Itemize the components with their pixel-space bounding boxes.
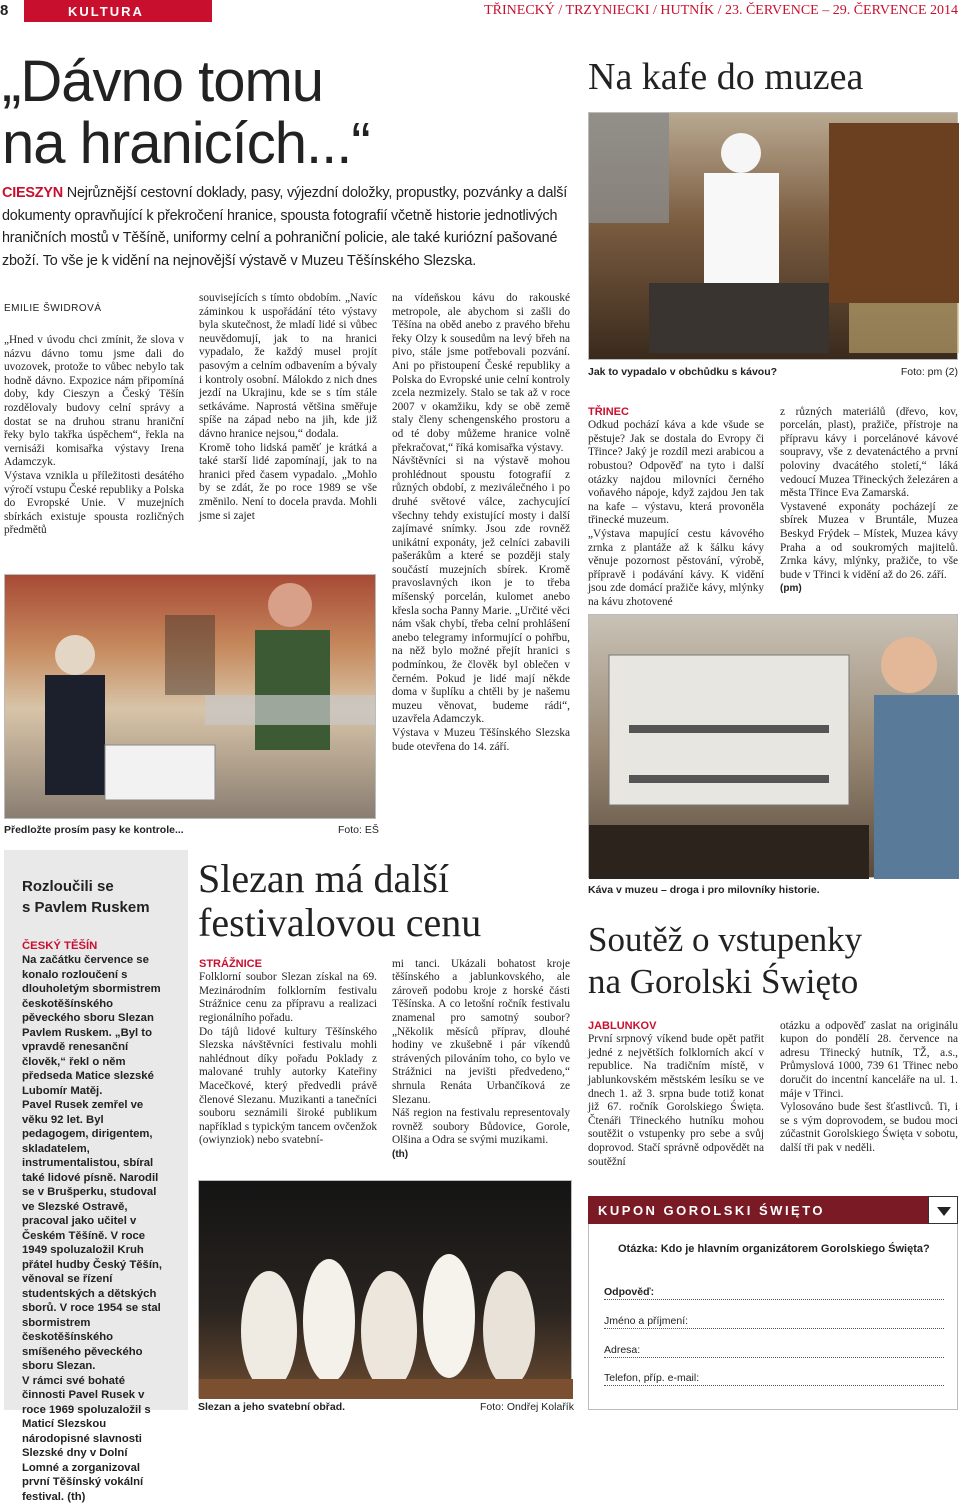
coffee-col2 xyxy=(780,392,958,596)
coupon-title-bar xyxy=(588,1196,928,1224)
photo-placeholder-graphic xyxy=(5,575,377,820)
main-photo-credit: Foto: EŠ xyxy=(338,824,379,836)
slezan-col2 xyxy=(392,944,570,1162)
coffee-col1-text: Odkud pochází káva a kde všude se pěstuje? Jak se dostala do Evropy či Třince? Jaký je rozdíl mezi arabicou a robustou? Odpověď na tyto i další otázky najdou milovníci černého voňavého nápoje, když zajdou Jen tak na kafe – výstavu, která provoněla třinecké muzeum. „Výstava mapující cestu kávového zrnka z plantáže až k šálku kávy věnuje pozornost pěstování, výrobě, přípravě i podávání kávy. K vidění jsou zde domácí pražiče kávy, mlýnky na kávu zhotovené xyxy=(588,419,764,608)
main-photo-caption: Předložte prosím pasy ke kontrole... xyxy=(4,824,184,836)
headline-line1: „Dávno tomu xyxy=(2,49,324,114)
coffee-col1 xyxy=(588,392,764,610)
slezan-photo-caption: Slezan a jeho svatební obřad. xyxy=(198,1401,346,1413)
contest-headline-line2: na Gorolski Święto xyxy=(588,962,859,1001)
farewell-body: Na začátku července se konalo rozloučení s dlouholetým sbormistrem českotěšínského pěveckého sboru Slezan Pavlem Ruskem. „Byl to vpravdě renesanční člověk,“ řekl o něm předseda Matice slezské Lubomír Matěj. Pavel Rusek zemřel ve věku 92 let. Byl pedagogem, dirigentem, skladatelem, instrumentalistou, sbíral také lidové písně. Narodil se v Brušperku, studoval ve Slezské Ostravě, pracoval jako učitel v Českém Těšíně. V roce 1949 spoluzaložil Kruh přátel hudby Český Těšín, věnoval se řízení studentských a dětských sborů. V roce 1954 se stal sbormistrem českotěšínského smíšeného pěveckého sboru Slezan. V rámci své bohaté činnosti Pavel Rusek v roce 1969 spoluzaložil s Maticí Slezskou národopisné slavnosti Slezské dny v Dolní Lomné a zorganizoval první Těšínský vokální festival. (th) xyxy=(22,954,162,1503)
photo-placeholder-graphic xyxy=(199,1181,573,1399)
coffee-photo2 xyxy=(588,614,958,878)
coupon-field-name[interactable] xyxy=(604,1315,944,1329)
farewell-text xyxy=(22,924,164,1504)
farewell-title-line1: Rozloučili se xyxy=(22,878,114,895)
contest-col2-text: otázku a odpověď zaslat na originálu kupon do pondělí 28. července na adresu Třinecký hutník, TŽ, a.s., Průmyslová 1000, 739 61 Třinec nebo doručit do incentní kanceláře na ul. 1. máje v Třinci. Vylosováno bude šest šťastlivců. Ti, i se s vým doprovodem, se budou moci zúčastnit Gorolskiego Święta v sobotu, další tři pak v neděli. xyxy=(780,1019,958,1154)
coupon-question: Otázka: Kdo je hlavním organizátorem Gorolskiego Święta? xyxy=(618,1243,930,1255)
contest-col1 xyxy=(588,1006,764,1169)
coffee-signature: (pm) xyxy=(780,583,802,595)
coffee-col2-text: z různých materiálů (dřevo, kov, porcelán, plast), pražiče, přístroje na přípravu kávy i porcelánové kávové soupravy, vše z devatenáctého a první poloviny dvacátého století,“ láká vedoucí Muzea Třineckých železáren a města Třince Eva Zamarská. Vystavené exponáty pocházejí ze sbírek Muzea v Bruntále, Muzea Beskyd Frýdek – Místek, Muzea kávy Praha a od soukromých majitelů. Zrnka kávy, mlýnky, pražiče, to vše bude v Třinci k vidění až do 26. září. xyxy=(780,405,958,581)
coffee-photo-caption: Jak to vypadalo v obchůdku s kávou? xyxy=(588,366,778,378)
coffee-photo xyxy=(588,112,958,360)
contest-col2 xyxy=(780,1006,958,1156)
coupon-field-address[interactable] xyxy=(604,1344,944,1358)
coupon-arrow-box[interactable] xyxy=(928,1196,958,1224)
coupon-field-phone[interactable] xyxy=(604,1372,944,1386)
photo-placeholder-graphic xyxy=(589,113,959,361)
slezan-kicker: STRÁŽNICE xyxy=(199,957,262,970)
slezan-signature: (th) xyxy=(392,1148,409,1160)
main-photo xyxy=(4,574,376,819)
coupon-field-phone-label: Telefon, příp. e-mail: xyxy=(604,1372,700,1384)
photo-placeholder-graphic xyxy=(589,615,959,879)
farewell-kicker: ČESKÝ TĚŠÍN xyxy=(22,939,98,952)
author-byline: EMILIE ŠWIDROVÁ xyxy=(4,303,102,314)
contest-kicker: JABLUNKOV xyxy=(588,1019,657,1032)
headline-line2: na hranicích...“ xyxy=(2,111,370,176)
main-lead xyxy=(2,182,572,272)
main-lead-text: Nejrůznější cestovní doklady, pasy, výjezdní doložky, propustky, pozvánky a další dokumenty opravňující k překročení hranice, spousta fotografií včetně historie jednotlivých hraničních mostů v Těšíně, uniformy celní a pohraniční policie, ale také kuriózní pašované zboží. To vše je k vidění na nejnovější výstavě v Muzeu Těšínského Slezska. xyxy=(2,185,568,269)
coupon-field-answer[interactable] xyxy=(604,1286,944,1300)
coffee-kicker: TŘINEC xyxy=(588,405,629,418)
slezan-col1 xyxy=(199,944,377,1148)
contest-col1-text: První srpnový víkend bude opět patřit jedné z největších folklorních akcí v republice. Na tradičním místě, v jablunkovském městském lesíku se ve dnech 1. až 3. srpna bude totiž konat již 67. ročník Gorolskiego Święta. Čtenáři Třineckého hutníku mohou soutěžit o vstupenky pro sebe a svůj doprovod. Stačí správně odpovědět na soutěžní xyxy=(588,1033,764,1168)
page-number: 8 xyxy=(0,2,9,19)
main-kicker: CIESZYN xyxy=(2,185,63,201)
coffee-headline: Na kafe do muzea xyxy=(588,56,864,98)
coupon-field-name-label: Jméno a příjmení: xyxy=(604,1315,689,1327)
main-col1: „Hned v úvodu chci zmínit, že slova v názvu dávno tomu jsme dali do uvozovek, protože to vůbec nebylo tak hodně dávno. Expozice nám připomíná doby, kdy Cieszyn a Český Těšín rozdělovaly budovy celní správy a dostat se na druhou stranu hraniční řeky bylo takřka úspěchem“, řekla na vernisáži komisařka výstavy Irena Adamczyk. Výstava vznikla u příležitosti desátého výročí vstupu České republiky a Polska do Evropské Unie. V muzejních sbírkách existuje spousta rozličných předmětů xyxy=(4,334,184,537)
slezan-photo xyxy=(198,1180,572,1398)
slezan-headline-line2: festivalovou cenu xyxy=(198,900,482,945)
slezan-col2-text: mi tanci. Ukázali bohatost kroje těšínského a jablunkovského, ale zároveň podobu kroje z horské části Těšínska. A co letošní ročník festivalu znamenal pro samotný soubor? „Několik měsíců příprav, dlouhé hodiny ve zkušebně i pár víkendů strávených pilováním toho, co bylo ve Strážnici na jevišti předvedeno,“ shrnula Renáta Urbančíková ze Slezanu. Náš region na festivalu representovaly rovněž soubory Bůdovice, Gorole, Olšina a Odra se svými muzikami. xyxy=(392,957,570,1147)
section-label: KULTURA xyxy=(24,0,212,22)
triangle-down-icon xyxy=(929,1197,959,1225)
slezan-headline-line1: Slezan má další xyxy=(198,856,450,901)
coffee-photo-credit: Foto: pm (2) xyxy=(900,366,958,378)
main-col2: souvisejících s tímto obdobím. „Navíc záminkou k uspořádání této výstavy byla skutečnost, že mladí lidé si vůbec neuvědomují, jak to na hranici vypadalo, že každý musel projít pasovým a celním odbavením a bývaly i kontroly osobní. Málokdo z nich dnes jezdí na Ukrajinu, kde se s tím stále setkáváme. Naprostá většina směřuje spíše na západ nebo na jih, kde již dávno hranice nejsou,“ dodala. Kromě toho lidská paměť je krátká a také starší lidé zapomínají, jak to na hranici před časem vypadalo. „Mohlo by se zdát, že po roce 1989 se vše změnilo. Není to docela pravda. Mohli jsme si zajet xyxy=(199,292,377,522)
coupon-field-answer-label: Odpověď: xyxy=(604,1286,655,1298)
contest-headline-line1: Soutěž o vstupenky xyxy=(588,920,863,959)
slezan-photo-credit: Foto: Ondřej Kolařík xyxy=(480,1401,574,1413)
slezan-col1-text: Folklorní soubor Slezan získal na 69. Mezinárodním folklorním festivalu Strážnice cenu za přípravu a realizaci regionálního pořadu. Do tájů lidové kultury Těšínského Slezska návštěvníci festivalu mohli nahlédnout díky pořadu Poklady z malované truhly autorky Kateřiny Macečkové, který předvedli právě členové Slezanu. Muzikanti a tanečníci souboru seznámili široké publikum například s typickým tancem ovčenžok (owiynziok) nebo svatební- xyxy=(199,971,377,1147)
edition-line: TŘINECKÝ / TRZYNIECKI / HUTNÍK / 23. ČERVENCE – 29. ČERVENCE 2014 xyxy=(484,3,958,18)
coupon-title: KUPON GOROLSKI ŚWIĘTO xyxy=(598,1203,826,1218)
main-col3: na vídeňskou kávu do rakouské metropole, ale abychom si zašli do Těšína na oběd anebo z pravého břehu řeky Olzy k sousedům na levý břeh na pivo, stále jsme potřebovali pozvání. Ani po přistoupení České republiky a Polska do Evropské unie celní kontroly zcela nezmizely. Stalo se tak až v roce 2007 v okamžiku, kdy se obě země staly členy schengenského prostoru a od té doby můžeme hranice volně překračovat,“ říká komisařka výstavy. Návštěvníci si na výstavě mohou prohlédnout spoustu fotografií z různých období, z meziválečného i po druhé světové válce, zachycující všechny tehdy existující mosty i další zajímavé snímky. Jsou zde rovněž unikátní exponáty, jež celníci zabavili pašerákům a které se později staly součástí muzejních sbírek. Kromě pravoslavných ikon je to třeba míšenský porcelán, kulomet anebo křesla socha Panny Marie. „Určité věci nám však chybí, třeba celní prohlášení anebo telegramy informující o pohřbu, na něž bylo možné přejít hranici s podmínkou, že člověk byl oblečen v černém. Pokud je lidé mají někde doma v šuplíku a chtěli by je našemu muzeu věnovat, budeme rádi“, uzavřela Adamczyk. Výstava v Muzeu Těšínského Slezska bude otevřena do 14. září. xyxy=(392,292,570,753)
coffee-photo2-caption: Káva v muzeu – droga i pro milovníky historie. xyxy=(588,884,820,896)
farewell-title-line2: s Pavlem Ruskem xyxy=(22,899,150,916)
coupon-field-address-label: Adresa: xyxy=(604,1344,641,1356)
